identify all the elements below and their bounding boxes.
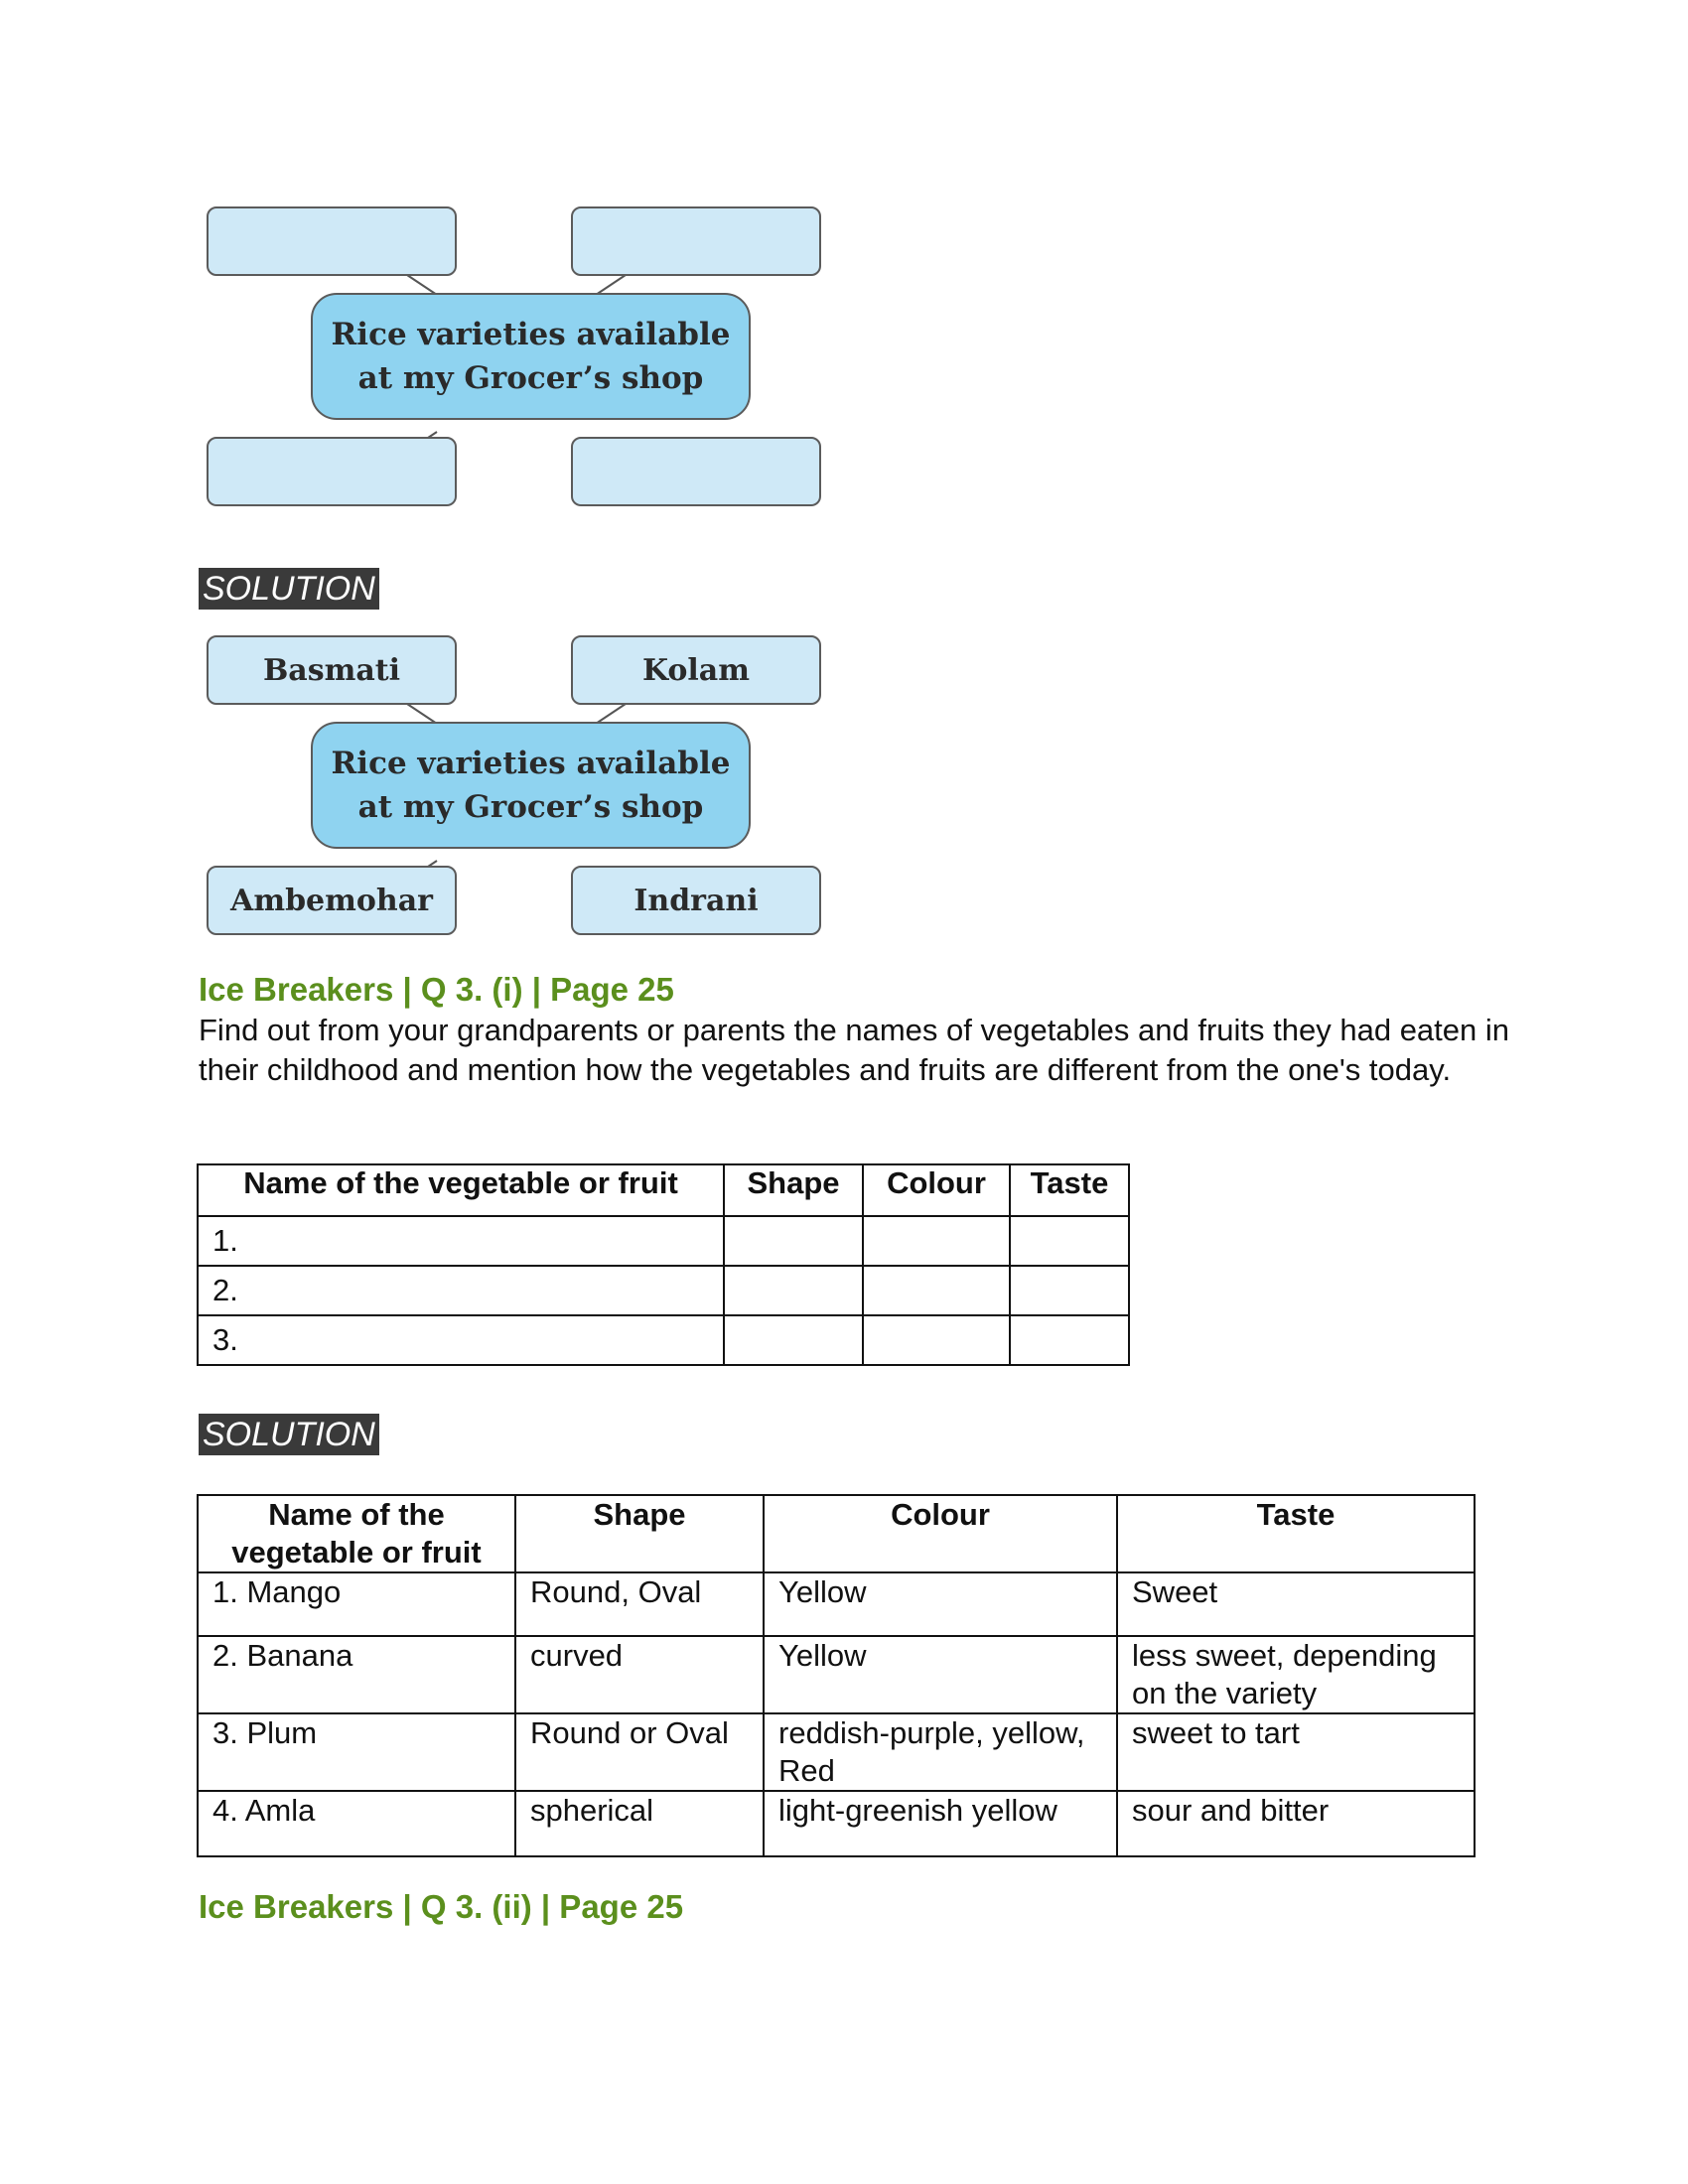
center-node (311, 722, 751, 849)
question-diagram (199, 204, 834, 531)
cell (724, 1266, 863, 1315)
cell (863, 1315, 1010, 1365)
table-header-row (198, 1495, 1475, 1572)
question-table (197, 1163, 1130, 1366)
empty-box-bottom-right (571, 437, 821, 506)
solution-tag-2: SOLUTION (199, 1414, 379, 1455)
cell: 4. Amla (198, 1791, 515, 1856)
cell: 1. Mango (198, 1572, 515, 1636)
cell (863, 1266, 1010, 1315)
solution-diagram (199, 632, 834, 960)
cell (724, 1315, 863, 1365)
cell: Yellow (764, 1636, 1117, 1713)
table-row (198, 1216, 1129, 1266)
cell (724, 1216, 863, 1266)
empty-box-top-right (571, 206, 821, 276)
header-colour: Colour (764, 1495, 1117, 1572)
header-shape: Shape (724, 1164, 863, 1216)
table-row (198, 1315, 1129, 1365)
header-name: Name of the vegetable or fruit (198, 1164, 724, 1216)
cell: Round or Oval (515, 1713, 764, 1791)
box-ambemohar: Ambemohar (207, 866, 457, 935)
center-line-1: Rice varieties available (331, 317, 731, 352)
header-taste: Taste (1117, 1495, 1475, 1572)
cell (863, 1216, 1010, 1266)
q3i-heading: Ice Breakers | Q 3. (i) | Page 25 (199, 971, 674, 1008)
cell: Yellow (764, 1572, 1117, 1636)
cell: sweet to tart (1117, 1713, 1475, 1791)
cell: spherical (515, 1791, 764, 1856)
cell: sour and bitter (1117, 1791, 1475, 1856)
empty-box-bottom-left (207, 437, 457, 506)
box-indrani: Indrani (571, 866, 821, 935)
table-row (198, 1636, 1475, 1713)
header-taste: Taste (1010, 1164, 1129, 1216)
empty-box-top-left (207, 206, 457, 276)
header-shape: Shape (515, 1495, 764, 1572)
solution-table (197, 1494, 1476, 1857)
box-kolam: Kolam (571, 635, 821, 705)
cell (1010, 1266, 1129, 1315)
cell: light-greenish yellow (764, 1791, 1117, 1856)
center-line-2: at my Grocer’s shop (357, 360, 704, 396)
table-row (198, 1791, 1475, 1856)
cell: 3. (198, 1315, 724, 1365)
table-row (198, 1572, 1475, 1636)
cell: 3. Plum (198, 1713, 515, 1791)
header-colour: Colour (863, 1164, 1010, 1216)
q3i-text: Find out from your grandparents or parents the names of vegetables and fruits they had eaten in their childhood and mention how the vegetables and fruits are different from the one's today. (199, 1013, 1510, 1087)
box-basmati: Basmati (207, 635, 457, 705)
solution-tag-1: SOLUTION (199, 568, 379, 610)
cell: less sweet, depending on the variety (1117, 1636, 1475, 1713)
header-name: Name of the vegetable or fruit (198, 1495, 515, 1572)
q3ii-heading: Ice Breakers | Q 3. (ii) | Page 25 (199, 1888, 684, 1925)
cell (1010, 1216, 1129, 1266)
table-header-row (198, 1164, 1129, 1216)
table-row (198, 1266, 1129, 1315)
cell: reddish-purple, yellow, Red (764, 1713, 1117, 1791)
center-node (311, 293, 751, 420)
cell (1010, 1315, 1129, 1365)
cell: Round, Oval (515, 1572, 764, 1636)
center-line-2: at my Grocer’s shop (357, 789, 704, 825)
cell: 2. Banana (198, 1636, 515, 1713)
cell: curved (515, 1636, 764, 1713)
cell: Sweet (1117, 1572, 1475, 1636)
table-row (198, 1713, 1475, 1791)
cell: 1. (198, 1216, 724, 1266)
cell: 2. (198, 1266, 724, 1315)
center-line-1: Rice varieties available (331, 746, 731, 781)
